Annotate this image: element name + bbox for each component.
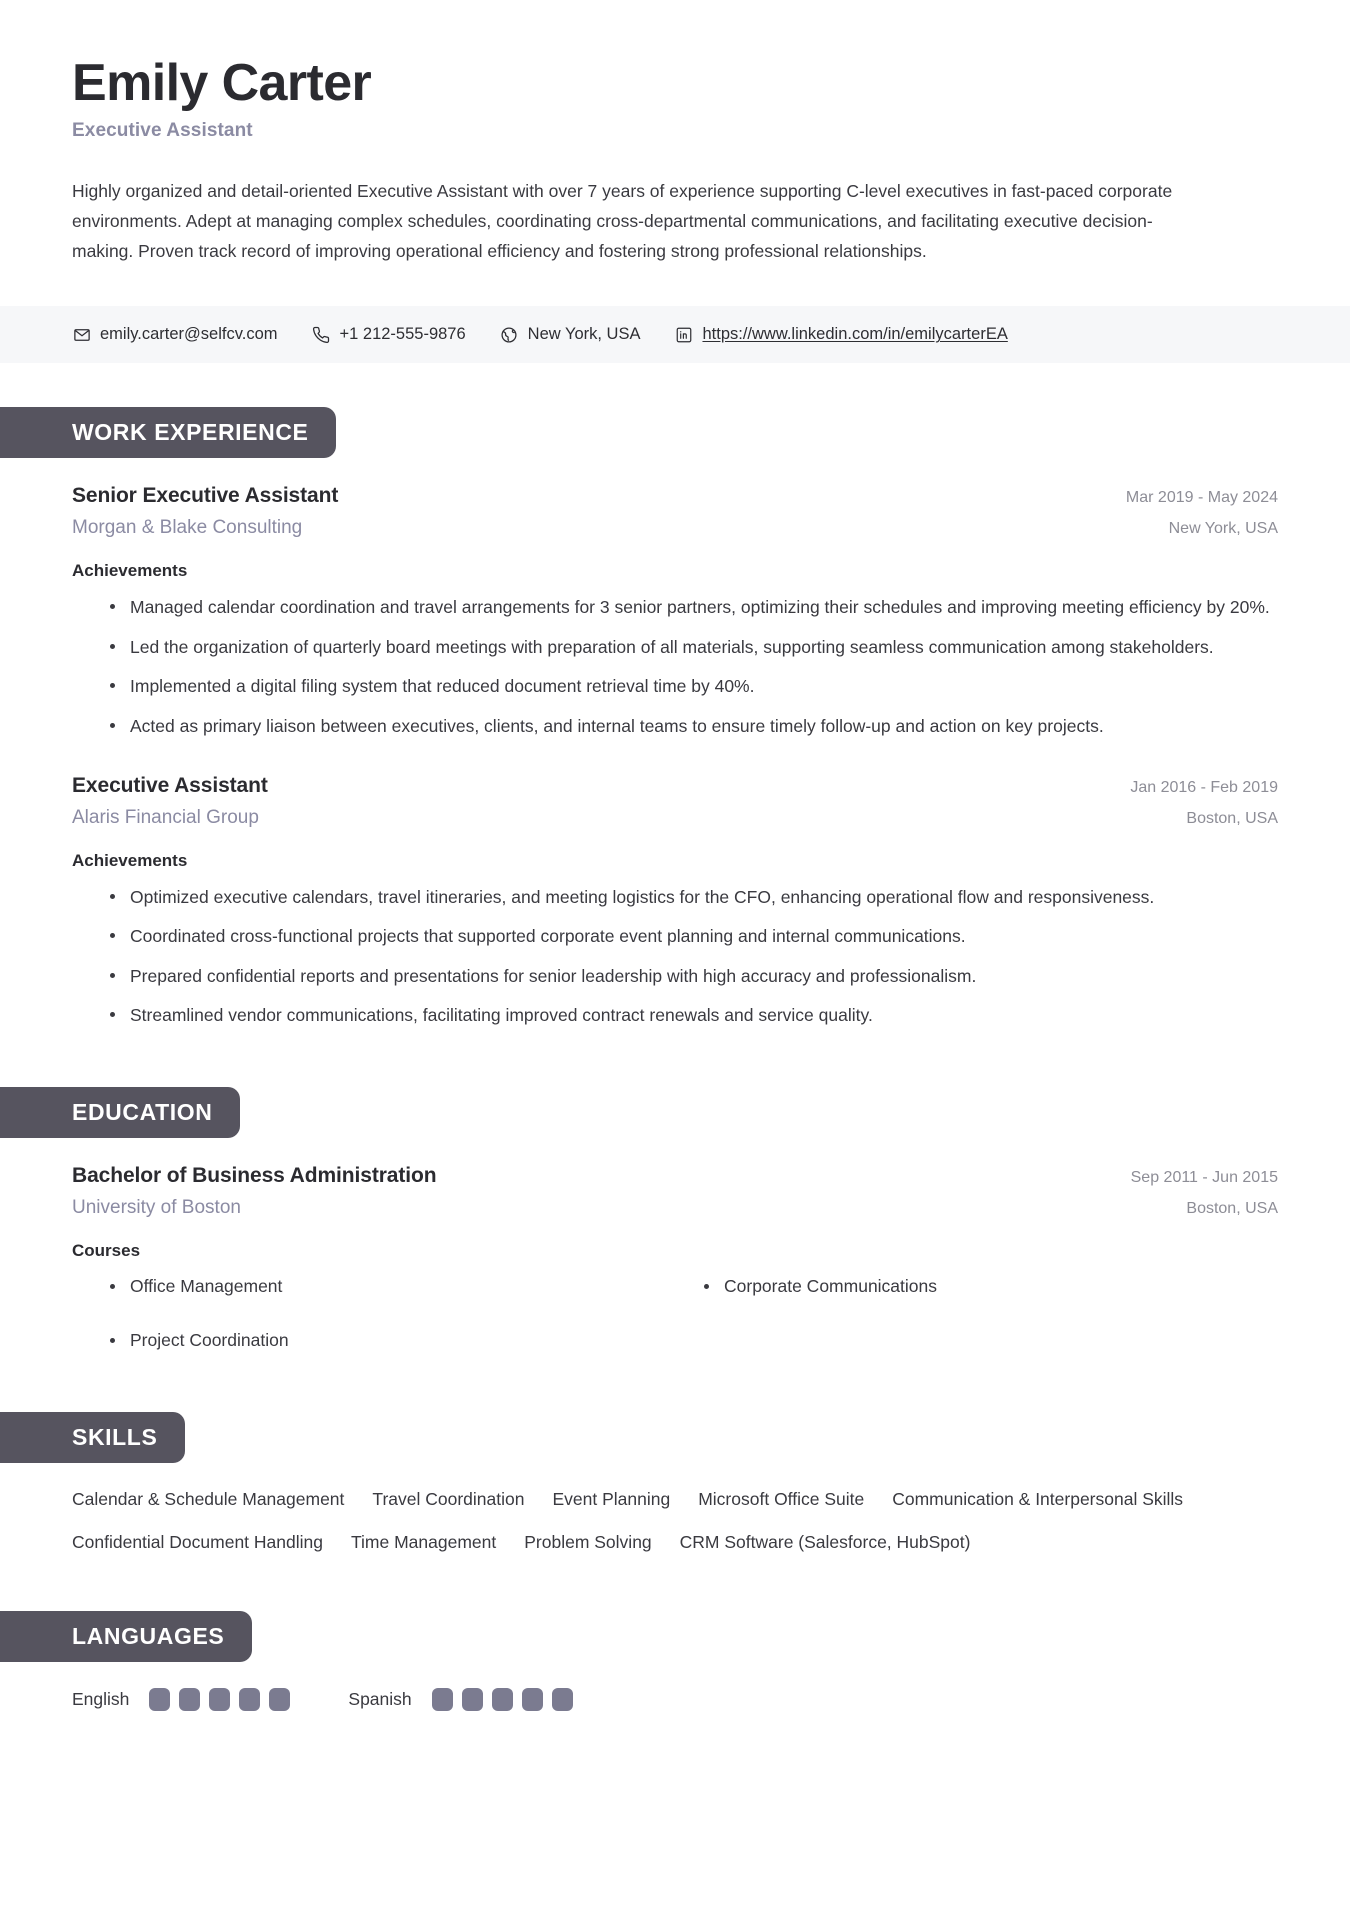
work-entry	[72, 774, 1278, 1029]
phone-icon	[312, 325, 331, 344]
education-entries	[0, 1164, 1350, 1354]
work-organization: Alaris Financial Group	[72, 806, 259, 828]
skill-item: Event Planning	[552, 1488, 671, 1509]
rating-square	[552, 1688, 573, 1711]
contact-linkedin[interactable]	[674, 325, 1007, 344]
professional-summary: Highly organized and detail-oriented Executive Assistant with over 7 years of experience supporting C-level executives in fast-paced corporate environments. Adept at managing complex schedules, coordinating cross-departmental communications, and facilitating executive decision-making. Proven track record of improving operational efficiency and fostering strong professional relationships.	[72, 181, 1173, 262]
skill-item: Microsoft Office Suite	[698, 1488, 865, 1509]
work-entry-sub	[72, 517, 1278, 539]
work-date: Mar 2019 - May 2024	[1125, 489, 1278, 507]
rating-square	[269, 1688, 290, 1711]
skill-item: Confidential Document Handling	[72, 1531, 323, 1552]
education-entry-sub	[72, 1197, 1278, 1219]
work-location: New York, USA	[1168, 520, 1278, 538]
skills-list	[72, 1489, 1252, 1553]
achievement-item: Implemented a digital filing system that reduced document retrieval time by 40%.	[130, 672, 1278, 700]
work-organization: Morgan & Blake Consulting	[72, 517, 303, 539]
skill-item: Calendar & Schedule Management	[72, 1488, 345, 1509]
education-degree: Bachelor of Business Administration	[72, 1164, 437, 1188]
rating-square	[239, 1688, 260, 1711]
work-achievements-label: Achievements	[72, 561, 188, 581]
courses-list	[72, 1273, 1278, 1354]
contact-linkedin-text[interactable]: https://www.linkedin.com/in/emilycarterEA	[702, 325, 1008, 344]
work-entries	[0, 484, 1350, 1029]
section-heading-education: EDUCATION	[0, 1087, 240, 1138]
skill-item: CRM Software (Salesforce, HubSpot)	[679, 1531, 971, 1552]
education-entry	[72, 1164, 1278, 1354]
contact-email-text: emily.carter@selfcv.com	[100, 325, 278, 344]
language-rating	[149, 1688, 290, 1711]
rating-square	[149, 1688, 170, 1711]
contact-location-text: New York, USA	[527, 325, 641, 344]
work-role: Senior Executive Assistant	[72, 484, 339, 508]
contact-phone[interactable]	[312, 325, 466, 344]
skills-body	[0, 1489, 1350, 1553]
section-heading-languages: LANGUAGES	[0, 1611, 252, 1662]
rating-square	[522, 1688, 543, 1711]
rating-square	[462, 1688, 483, 1711]
achievement-item: Coordinated cross-functional projects that supported corporate event planning and internal communications.	[130, 922, 1278, 950]
skill-item: Time Management	[350, 1531, 497, 1552]
education-courses-label: Courses	[72, 1241, 141, 1261]
linkedin-icon	[674, 325, 693, 344]
candidate-job-title: Executive Assistant	[72, 120, 253, 142]
section-skills	[0, 1412, 1350, 1553]
contact-email[interactable]	[72, 325, 278, 344]
language-name: English	[72, 1688, 130, 1709]
work-achievements-label: Achievements	[72, 850, 188, 870]
section-heading-skills: SKILLS	[0, 1412, 185, 1463]
languages-body	[0, 1688, 1350, 1711]
language-item	[72, 1688, 290, 1711]
work-entry	[72, 484, 1278, 739]
globe-icon	[500, 325, 519, 344]
education-entry-top	[72, 1164, 1278, 1188]
rating-square	[432, 1688, 453, 1711]
language-name: Spanish	[348, 1688, 412, 1709]
section-work-experience	[0, 407, 1350, 1029]
section-education	[0, 1087, 1350, 1354]
contact-location	[500, 325, 641, 344]
work-entry-sub	[72, 807, 1278, 829]
education-location: Boston, USA	[1186, 1200, 1278, 1218]
rating-square	[209, 1688, 230, 1711]
work-location: Boston, USA	[1186, 809, 1278, 827]
languages-list	[72, 1688, 1278, 1711]
envelope-icon	[72, 325, 91, 344]
achievement-item: Optimized executive calendars, travel itineraries, and meeting logistics for the CFO, enhancing operational flow and responsiveness.	[130, 883, 1278, 911]
achievement-item: Streamlined vendor communications, facilitating improved contract renewals and service quality.	[130, 1001, 1278, 1029]
section-heading-work: WORK EXPERIENCE	[0, 407, 336, 458]
section-languages	[0, 1611, 1350, 1711]
work-achievements-list	[72, 883, 1278, 1029]
course-item: Project Coordination	[130, 1327, 684, 1353]
achievement-item: Managed calendar coordination and travel arrangements for 3 senior partners, optimizing their schedules and improving meeting efficiency by 20%.	[130, 593, 1278, 621]
achievement-item: Led the organization of quarterly board meetings with preparation of all materials, supporting seamless communication among stakeholders.	[130, 633, 1278, 661]
rating-square	[492, 1688, 513, 1711]
contact-phone-text: +1 212-555-9876	[339, 325, 466, 344]
contact-bar	[0, 306, 1350, 363]
work-role: Executive Assistant	[72, 773, 268, 797]
education-school: University of Boston	[72, 1197, 241, 1219]
work-entry-top	[72, 774, 1278, 798]
achievement-item: Prepared confidential reports and presentations for senior leadership with high accuracy and professionalism.	[130, 962, 1278, 990]
rating-square	[179, 1688, 200, 1711]
candidate-name: Emily Carter	[72, 54, 372, 112]
work-achievements-list	[72, 593, 1278, 739]
resume-header	[0, 0, 1350, 266]
course-item: Corporate Communications	[724, 1273, 1278, 1299]
skill-item: Problem Solving	[524, 1531, 652, 1552]
achievement-item: Acted as primary liaison between executives, clients, and internal teams to ensure timely follow-up and action on key projects.	[130, 712, 1278, 740]
skill-item: Travel Coordination	[372, 1488, 525, 1509]
work-entry-top	[72, 484, 1278, 508]
course-item: Office Management	[130, 1273, 684, 1299]
skill-item: Communication & Interpersonal Skills	[892, 1488, 1184, 1509]
education-date: Sep 2011 - Jun 2015	[1130, 1169, 1278, 1187]
work-date: Jan 2016 - Feb 2019	[1130, 778, 1278, 796]
language-item	[348, 1688, 572, 1711]
language-rating	[432, 1688, 573, 1711]
